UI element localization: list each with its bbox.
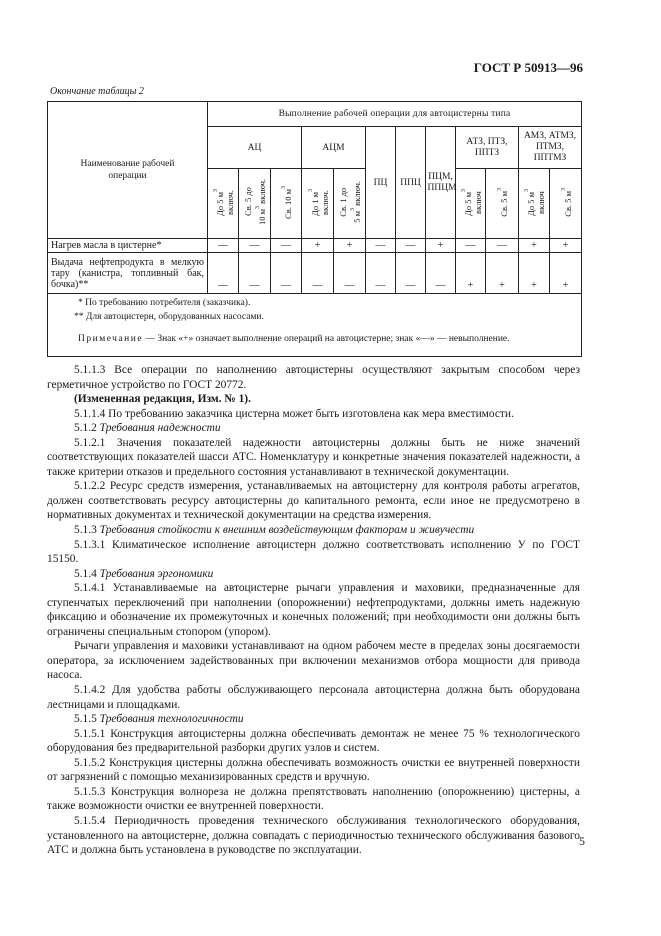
table-cell: — — [302, 253, 334, 294]
col-pc: ПЦ — [366, 127, 396, 239]
table-cell: — — [456, 239, 486, 253]
body-text — [47, 363, 580, 858]
table-row — [48, 239, 582, 253]
table-cell: + — [426, 239, 456, 253]
paragraph: 5.1.3.1 Климатическое исполнение автоцистерн должно соответствовать исполнению У по ГОСТ 15150. — [47, 538, 580, 566]
col-acm: АЦМ — [302, 127, 366, 169]
table-cell: — — [271, 239, 302, 253]
subcol-atz-1: До 5 $м^3$ включ — [456, 169, 486, 239]
document-code: ГОСТ Р 50913—96 — [473, 60, 583, 75]
paragraph: 5.1.4.1 Устанавливаемые на автоцистерне рычаги управления и маховики, предназначенные для ступенчатых переключений при наполнении (опорожнении) нефтепродуктами, должны иметь надежную фиксацию и обозначение их промежуточных и конечных положений; при необходимости они должны быть ограничены специальным стопором (упором). — [47, 582, 580, 638]
table-notes — [47, 293, 582, 357]
table-cell: — — [396, 239, 426, 253]
paragraph: 5.1.1.4 По требованию заказчика цистерна может быть изготовлена как мера вместимости. — [74, 407, 514, 420]
section-heading: 5.1.4 Требования эргономики — [74, 567, 214, 580]
table-cell: + — [519, 239, 550, 253]
table-cell: + — [550, 253, 582, 294]
section-heading: 5.1.5 Требования технологичности — [74, 713, 244, 726]
paragraph: 5.1.5.2 Конструкция цистерны должна обеспечивать возможность очистки ее внутренней поверхности от загрязнений с помощью механизированных средств и вручную. — [47, 756, 580, 784]
paragraph: 5.1.5.3 Конструкция волнореза не должна препятствовать наполнению (опорожнению) цистерны, а также возможности очистки ее внутренней поверхности. — [47, 785, 580, 813]
subcol-amz-1: До 5 $м^3$ включ — [519, 169, 550, 239]
table-row — [48, 253, 582, 294]
table-cell: — — [396, 253, 426, 294]
paragraph: 5.1.2.2 Ресурс средств измерения, устанавливаемых на автоцистерну для контроля работы агрегатов, должен соответствовать ресурсу автоцистерны до капитального ремонта, если иное не предусмотрено в нормативных документах и технической документации на средства измерения. — [47, 480, 580, 522]
footnote-1: * По требованию потребителя (заказчика). — [78, 298, 251, 308]
table-cell: + — [550, 239, 582, 253]
section-heading: 5.1.2 Требования надежности — [74, 422, 221, 435]
table-cell: — — [366, 253, 396, 294]
table-cell: — — [239, 253, 271, 294]
page-number: 5 — [579, 834, 585, 848]
col-pcm: ПЦМ, ППЦМ — [426, 127, 456, 239]
table-cell: — — [486, 239, 519, 253]
subcol-atz-2: Св. 5 $м^3$ — [486, 169, 519, 239]
col-atz: АТЗ, ПТЗ, ППТЗ — [456, 127, 519, 169]
amendment-note: (Измененная редакция, Изм. № 1). — [74, 393, 251, 406]
subcol-ac-2: Св. 5 до 10 $м^3$ включ. — [239, 169, 271, 239]
table-cell: — — [239, 239, 271, 253]
table-cell: + — [334, 239, 366, 253]
subcol-ac-1: До 5 $м^3$ включ. — [208, 169, 239, 239]
row-label: Нагрев масла в цистерне* — [48, 239, 208, 253]
table-cell: — — [334, 253, 366, 294]
paragraph: 5.1.4.2 Для удобства работы обслуживающего персонала автоцистерна должна быть оборудована лестницами и площадками. — [47, 684, 580, 711]
col-ppc: ППЦ — [396, 127, 426, 239]
table-cell: + — [519, 253, 550, 294]
table-cell: — — [366, 239, 396, 253]
footnote-2: ** Для автоцистерн, оборудованных насосами. — [74, 312, 264, 322]
col-amz: АМЗ, АТМЗ, ПТМЗ, ППТМЗ — [519, 127, 582, 169]
name-column-header: Наименование рабочей операции — [48, 102, 208, 239]
table-cell: — — [426, 253, 456, 294]
subcol-amz-2: Св. 5 $м^3$ — [550, 169, 582, 239]
row-label: Выдача нефтепродукта в мелкую тару (канистра, топливный бак, бочка)** — [48, 253, 208, 294]
table-cell: + — [302, 239, 334, 253]
paragraph: 5.1.2.1 Значения показателей надежности автоцистерны должны быть не ниже значений соответствующих показателей шасси АТС. Номенклатуру и конкретные значения показателей надежности, а также критерии отказов и предельного состояния устанавливают в технической документации. — [47, 436, 580, 478]
table-cell: — — [208, 253, 239, 294]
subcol-acm-1: До 1 $м^3$ включ. — [302, 169, 334, 239]
table-cell: — — [208, 239, 239, 253]
col-ac: АЦ — [208, 127, 302, 169]
table-caption: Окончание таблицы 2 — [50, 86, 144, 97]
section-heading: 5.1.3 Требования стойкости к внешним воздействующим факторам и живучести — [74, 524, 475, 537]
table-cell: — — [271, 253, 302, 294]
table-cell: + — [456, 253, 486, 294]
table-remark: Примечание — Знак «+» означает выполнение операций на автоцистерне; знак «—» — невыполнение. — [78, 334, 510, 344]
table-cell: + — [486, 253, 519, 294]
paragraph: Рычаги управления и маховики устанавливают на одном рабочем месте в пределах зоны досягаемости оператора, за исключением задействованных при включении механизмов отбора мощности для привода насоса. — [47, 640, 580, 682]
subcol-ac-3: Св. 10 $м^3$ — [271, 169, 302, 239]
paragraph: 5.1.5.4 Периодичность проведения технического обслуживания технологического оборудования, установленного на автоцистерне, должна совпадать с периодичностью технического обслуживания базового АТС и должна быть установлена в руководстве по эксплуатации. — [47, 814, 580, 857]
paragraph: 5.1.5.1 Конструкция автоцистерны должна обеспечивать демонтаж не менее 75 % технологического оборудования без предварительной разборки других узлов и систем. — [47, 727, 580, 755]
subcol-acm-2: Св. 1 до 5 $м^3$ включ. — [334, 169, 366, 239]
paragraph: 5.1.1.3 Все операции по наполнению автоцистерны осуществляют закрытым способом через герметичное устройство по ГОСТ 20772. — [47, 364, 580, 391]
operations-table — [47, 101, 582, 294]
group-header: Выполнение рабочей операции для автоцистерны типа — [208, 102, 582, 127]
